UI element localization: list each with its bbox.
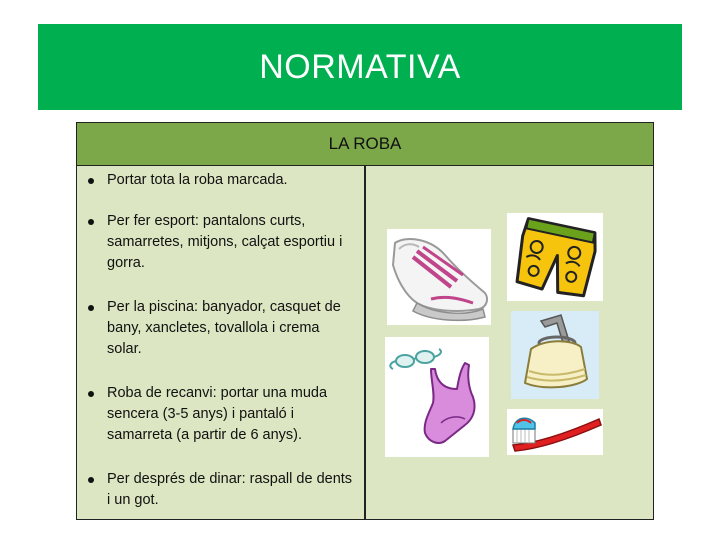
list-item-text: Roba de recanvi: portar una muda sencera (3-5 anys) i pantaló i samarreta (a partir de 6 anys). (107, 385, 328, 443)
list-item (85, 211, 357, 274)
clothing-table (76, 122, 654, 520)
bullet-icon (88, 391, 94, 397)
list-item-text: Per la piscina: banyador, casquet de bany, xancletes, tovallola i crema solar. (107, 299, 341, 357)
bullet-icon (88, 219, 94, 225)
sneaker-icon (387, 229, 491, 325)
table-header (77, 123, 653, 166)
list-item (85, 170, 357, 191)
list-item (85, 469, 357, 511)
towel-icon (511, 311, 599, 399)
bullet-icon (88, 477, 94, 483)
column-divider (364, 165, 366, 519)
list-item-text: Portar tota la roba marcada. (107, 172, 288, 188)
page-title-banner (38, 24, 682, 110)
toothbrush-icon (507, 409, 603, 455)
rules-list (85, 170, 357, 511)
bullet-icon (88, 305, 94, 311)
bullet-icon (88, 178, 94, 184)
list-item-text: Per després de dinar: raspall de dents i un got. (107, 471, 353, 508)
table-header-label: LA ROBA (328, 134, 402, 153)
list-item-text: Per fer esport: pantalons curts, samarretes, mitjons, calçat esportiu i gorra. (107, 213, 343, 271)
swimsuit-goggles-icon (385, 337, 489, 457)
page-title: NORMATIVA (259, 47, 461, 86)
list-item (85, 383, 357, 446)
shorts-icon (507, 213, 603, 301)
list-item (85, 297, 357, 360)
